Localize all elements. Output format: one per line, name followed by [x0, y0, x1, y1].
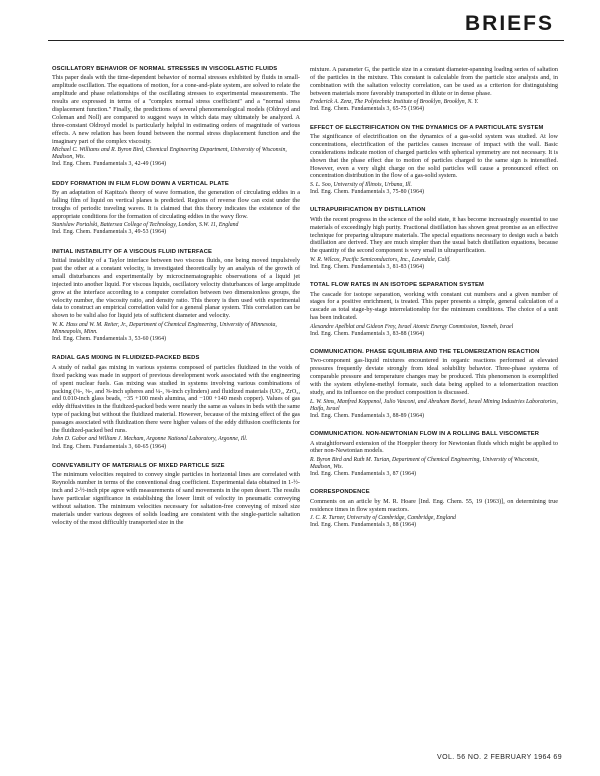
- article-author: Stanislaw Portalski, Battersea College of Technology, London, S.W. 11, England: [52, 222, 239, 229]
- article-title: CONVEYABILITY OF MATERIALS OF MIXED PARTICLE SIZE: [52, 462, 225, 469]
- article-title: OSCILLATORY BEHAVIOR OF NORMAL STRESSES IN VISCOELASTIC FLUIDS: [52, 66, 278, 72]
- article-reference: Ind. Eng. Chem. Fundamentals 3, 81-83 (1964): [310, 263, 425, 270]
- article-author: R. Byron Bird and Ruth M. Turian, Department of Chemical Engineering, University of Wisconsin, Madison, Wis.: [310, 456, 539, 471]
- article-title: TOTAL FLOW RATES IN AN ISOTOPE SEPARATION SYSTEM: [310, 282, 485, 289]
- article-reference: Ind. Eng. Chem. Fundamentals 3, 65-75 (1964): [310, 106, 425, 113]
- article-author: Frederick A. Zenz, The Polytechnic Institute of Brooklyn, Brooklyn, N. Y.: [310, 99, 479, 106]
- article: [52, 249, 300, 344]
- article: [310, 349, 558, 420]
- article-body: The minimum velocities required to convey single particles in horizontal lines are correlated with Reynolds number in terms of the conventional drag coefficient. Experimental data obtained in 1-½-inch and 2-½-inch pipe agree with measurements of sand movements in the open desert. The results have particular significance in establishing the lower limit of velocity in pneumatic conveying without saltation. The minimum velocities necessary for saltation-free conveying of mixed size materials under various degrees of solids loading are consistent with the single-particle saltation velocity of the most difficultly transported size in the: [52, 471, 300, 526]
- page-header: [0, 0, 600, 62]
- left-column: [52, 66, 300, 539]
- article: [52, 463, 300, 527]
- article-body: A study of radial gas mixing in various systems composed of particles fluidized in the voids of fixed packing was made in support of previous development work associated with the engineering of spent nuclear fuels. Gas mixing was studied in systems involving various combinations of packing (⅛-, ⅜-, and ⅝-inch spheres and ¼-, ⅜-inch cylinders) and fluidized materials (UO₂, ZrO₂, and 0.010-inch glass beads, −35 +100 mesh alumina, and −100 +140 mesh copper). Values of gas eddy diffusivities in the fluidized-packed beds were nearly the same as values in beds with the same type of packing but without the fluidized material. However, because of the mixing effect of the gas passages associated with fluidization there were higher values of the eddy diffusion coefficients for the fluidized-packed bed runs.: [52, 363, 300, 435]
- article-body: The significance of electrification on the dynamics of a gas-solid system was studied. At low concentrations, electrification of the particles causes increase of impact with the wall. Basic considerations indicate motion of charged particles with spherical symmetry are not necessary. It is shown that the phase effect due to motion of particles charged to the same sign is intensified. However, even a very slight charge on the solid particles will cause a pronounced effect on concentration distribution in the flow of a gas-solid system.: [310, 132, 558, 180]
- article-author: L. W. Sims, Manfred Koppenol, Julio Vasconi, and Abraham Bortel, Israel Mining Industries Laboratories, Haifa, Israel: [310, 398, 558, 412]
- article-author: W. R. Wilcox, Pacific Semiconductors, Inc., Lawndale, Calif.: [310, 256, 451, 263]
- article-title: INITIAL INSTABILITY OF A VISCOUS FLUID INTERFACE: [52, 248, 213, 255]
- article-title: ULTRAPURIFICATION BY DISTILLATION: [310, 207, 426, 214]
- article-reference: Ind. Eng. Chem. Fundamentals 3, 60-65 (1964): [52, 443, 167, 450]
- article-title: RADIAL GAS MIXING IN FLUIDIZED-PACKED BEDS: [52, 355, 200, 362]
- article-author: Michael C. Williams and R. Byron Bird, Chemical Engineering Department, University of Wisconsin, Madison, Wis.: [52, 147, 287, 161]
- article: [52, 355, 300, 450]
- article-continuation: [310, 66, 558, 114]
- article-author: J. C. R. Turner, University of Cambridge, Cambridge, England: [310, 515, 456, 522]
- article-body: mixture. A parameter G, the particle size in a constant diameter-spanning loading series of saltation of the particles in the mixture. This constant is calculable from the particle size analysis and, in combination with the saltation velocity correlation, can be used as a criterion for distinguishing between materials more favorably transported in dilute or in dense phase.: [310, 66, 558, 97]
- right-column: [310, 66, 558, 541]
- article-body: Initial instability of a Taylor interface between two viscous fluids, one being moved impulsively past the other at a constant velocity, is investigated theoretically by an analysis of the growth of small disturbances and experimentally by microcinematographic observations of a liquid jet injected into another liquid. For viscous liquids, oscillatory velocity disturbances of large amplitude grow at the interface according to a computer correlation between two dimensionless groups, the velocity number, the viscosity ratio, and density ratio. This theory is then used with experimental data to construct an empirical correlation valid for a general planar system. This correlation can be shown to be valid also for liquid jets of sufficient diameter and velocity.: [52, 257, 300, 320]
- article: [310, 125, 558, 197]
- article-reference: Ind. Eng. Chem. Fundamentals 3, 88 (1964): [310, 522, 417, 529]
- article-title: COMMUNICATION. PHASE EQUILIBRIA AND THE TELOMERIZATION REACTION: [310, 349, 540, 356]
- article-author: Alexandre Apelblat and Gideon Frey, Israel Atomic Energy Commission, Yavneh, Israel: [310, 323, 514, 330]
- article-reference: Ind. Eng. Chem. Fundamentals 3, 49-53 (1964): [52, 229, 167, 236]
- article-body: With the recent progress in the science of the solid state, it has become increasingly essential to use materials of exceedingly high purity. Fractional distillation has shown great promise as an effective technique for preparing ultrapure materials. The special equations necessary to design such a batch distillation are derived. They are much simpler than the usual batch distillation equations, because the quantity of the second component is very small in ultrapurification.: [310, 215, 558, 255]
- article-author: W. K. Hass and W. M. Reiter, Jr., Department of Chemical Engineering, University of Minnesota, Minneapolis, Minn.: [52, 321, 277, 335]
- article-reference: Ind. Eng. Chem. Fundamentals 3, 83-88 (1964): [310, 330, 425, 337]
- header-rule: [48, 40, 564, 41]
- article-body: Two-component gas-liquid mixtures encountered in organic reactions performed at elevated pressures frequently deviate strongly from ideal solubility behavior. Three-phase systems of comparable pressure and temperature changes may be produced. This phenomenon is exemplified with the system ethylene-methyl formate, such data being applied to a telomerization reaction study, and its influence on the product composition is discussed.: [310, 357, 558, 397]
- article-title: CORRESPONDENCE: [310, 489, 370, 496]
- article-title: EDDY FORMATION IN FILM FLOW DOWN A VERTICAL PLATE: [52, 180, 229, 187]
- article-author: S. L. Soo, University of Illinois, Urbana, Ill.: [310, 181, 412, 188]
- article-reference: Ind. Eng. Chem. Fundamentals 3, 87 (1964): [310, 471, 417, 478]
- article-body: A straightforward extension of the Hoeppler theory for Newtonian fluids which might be applied to other non-Newtonian models.: [310, 439, 558, 455]
- article-body: Comments on an article by M. R. Hoare [Ind. Eng. Chem. 55, 19 (1963)], on determining true residence times in flow system reactors.: [310, 497, 558, 513]
- article-author: John D. Gabor and William J. Mecham, Argonne National Laboratory, Argonne, Ill.: [52, 436, 248, 443]
- section-title: BRIEFS: [464, 12, 554, 35]
- page-footer: VOL. 56 NO. 2 FEBRUARY 1964 69: [437, 754, 562, 761]
- article: [52, 181, 300, 237]
- article-reference: Ind. Eng. Chem. Fundamentals 3, 88-89 (1964): [310, 412, 425, 419]
- article-body: This paper deals with the time-dependent behavior of normal stresses exhibited by fluids in small-amplitude oscillation. The equations of motion, for a cone-and-plate system, are solved to relate the amplitude and phase relationships of the oscillating stresses to experimental measurements. The results are expressed in terms of a "complex normal stress coefficient" and a "normal stress displacement function." Finally, the predictions of several phenomenological models (Oldroyd and Coleman and Noll) are compared to suggest ways in which data may ultimately be analyzed. A three-constant Oldroyd model is particularly helpful in estimating orders of magnitude of various effects. A new relation has been found between the normal stress displacement function and the imaginary part of the complex viscosity.: [52, 74, 300, 145]
- article-reference: Ind. Eng. Chem. Fundamentals 3, 75-80 (1964): [310, 189, 425, 196]
- article: [310, 489, 558, 529]
- article-title: EFFECT OF ELECTRIFICATION ON THE DYNAMICS OF A PARTICULATE SYSTEM: [310, 124, 544, 131]
- article: [310, 282, 558, 338]
- article: [310, 207, 558, 271]
- article-reference: Ind. Eng. Chem. Fundamentals 3, 42-49 (1964): [52, 161, 167, 168]
- article: [310, 431, 558, 478]
- article-reference: Ind. Eng. Chem. Fundamentals 3, 53-60 (1964): [52, 336, 167, 343]
- article-body: The cascade for isotope separation, working with constant cut numbers and a given number of stages for a positive enrichment, is treated. This paper presents a simple, general calculation of a cascade as total stage-by-stage interrelationship for the minimum conditions. The choice of a unit has been indicated.: [310, 290, 558, 322]
- article: [52, 66, 300, 169]
- article-body: By an adaptation of Kapitza's theory of wave formation, the generation of circulating eddies in a falling film of liquid on vertical planes is predicted. Regions of reverse flow can exist under the troughs of periodic traveling waves. It is claimed that this theory indicates the existence of the appropriate conditions for the formation of circulating eddies in the wavy flow.: [52, 189, 300, 220]
- article-title: COMMUNICATION. NON-NEWTONIAN FLOW IN A ROLLING BALL VISCOMETER: [310, 431, 540, 438]
